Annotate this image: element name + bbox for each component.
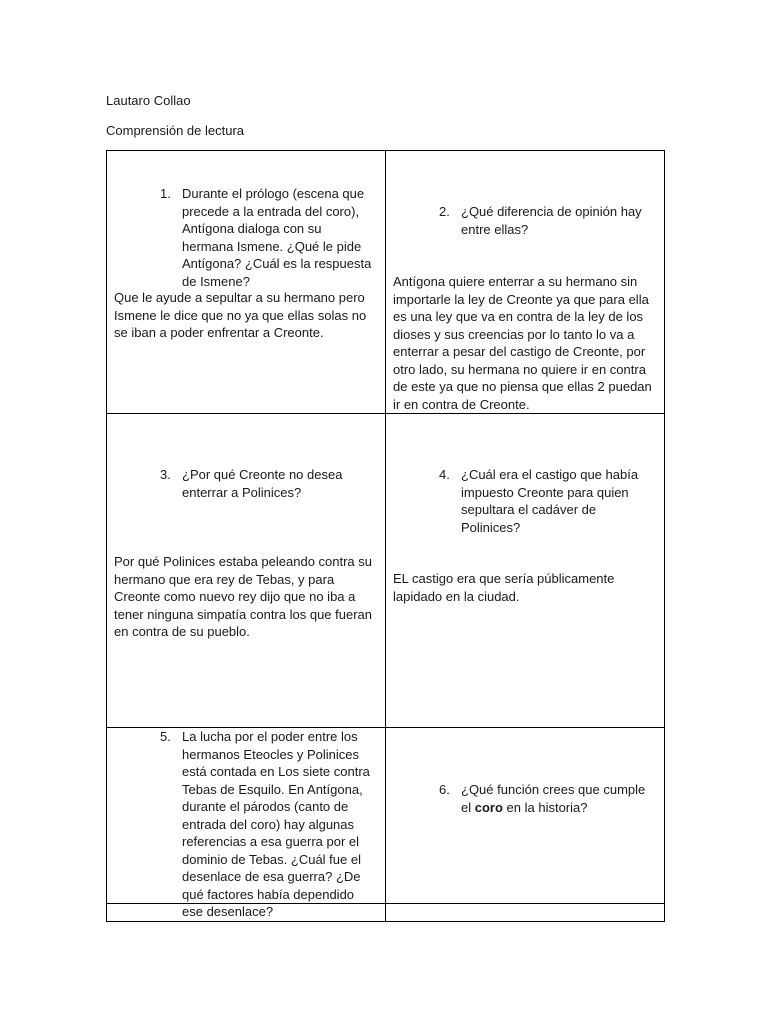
question-number: 5. [160, 729, 171, 744]
qa-table [106, 150, 665, 922]
table-cell-q2 [386, 151, 665, 414]
question-number: 2. [439, 204, 450, 219]
table-cell-answer-5 [107, 904, 386, 922]
question-5 [160, 728, 375, 921]
question-text-post: en la historia? [506, 799, 588, 815]
author-name: Lautaro Collao [106, 93, 191, 108]
answer-2: Antígona quiere enterrar a su hermano sin importarle la ley de Creonte ya que para ella es una ley que va en contra de la ley de los dioses y sus creencias por lo tanto lo va a enterrar a pesar del castigo de Creonte, por otro lado, su hermana no quiere ir en contra de este ya que no piensa que ellas 2 puedan ir en contra de Creonte. [393, 274, 652, 412]
answer-4: EL castigo era que sería públicamente lapidado en la ciudad. [393, 571, 615, 604]
question-number: 3. [160, 467, 171, 482]
question-number: 1. [160, 186, 171, 201]
question-2 [439, 203, 654, 238]
qa-table-wrapper [106, 150, 662, 922]
question-text: La lucha por el poder entre los hermanos Eteocles y Polinices está contada en Los siete contra Tebas de Esquilo. En Antígona, durante el párodos (canto de entrada del coro) hay algunas referencias a esa guerra por el dominio de Tebas. ¿Cuál fue el desenlace de esa guerra? ¿De qué factores había dependido ese desenlace? [182, 729, 370, 919]
answer-3: Por qué Polinices estaba peleando contra su hermano que era rey de Tebas, y para Creonte como nuevo rey dijo que no iba a tener ninguna simpatía contra los que fueran en contra de su pueblo. [114, 554, 373, 639]
question-text: ¿Qué diferencia de opinión hay entre ellas? [461, 204, 642, 237]
document-subtitle: Comprensión de lectura [106, 123, 245, 138]
question-number: 4. [439, 467, 450, 482]
question-text: Durante el prólogo (escena que precede a la entrada del coro), Antígona dialoga con su hermana Ismene. ¿Qué le pide Antígona? ¿Cuál es la respuesta de Ismene? [182, 186, 372, 289]
table-cell-q4 [386, 414, 665, 728]
table-row [107, 728, 665, 904]
answer-1: Que le ayude a sepultar a su hermano pero Ismene le dice que no ya que ellas solas no se iban a poder enfrentar a Creonte. [114, 290, 367, 340]
table-cell-q1 [107, 151, 386, 414]
table-cell-q3 [107, 414, 386, 728]
table-row [107, 151, 665, 414]
question-1 [160, 185, 375, 290]
table-row [107, 414, 665, 728]
table-row [107, 904, 665, 922]
question-3 [160, 466, 375, 501]
table-cell-q5 [107, 728, 386, 919]
question-text: ¿Por qué Creonte no desea enterrar a Polinices? [182, 467, 343, 500]
question-text: ¿Cuál era el castigo que había impuesto Creonte para quien sepultara el cadáver de Polinices? [461, 467, 639, 535]
question-number: 6. [439, 782, 450, 797]
question-4 [439, 466, 654, 536]
table-cell-q6 [386, 728, 665, 904]
question-text-pre: ¿Qué función crees que cumple el [461, 782, 646, 815]
table-cell-answer-6 [386, 904, 665, 922]
question-text-bold: coro [474, 799, 503, 815]
question-6 [439, 781, 654, 816]
